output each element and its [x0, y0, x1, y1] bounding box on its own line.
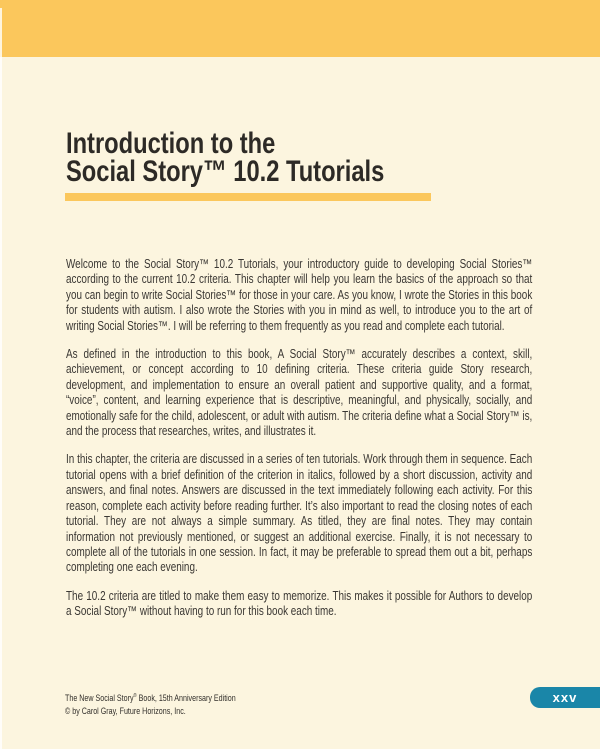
- footer-credit: [65, 690, 236, 718]
- paragraph-chapter-overview: In this chapter, the criteria are discussed in a series of ten tutorials. Work through them in sequence. Each tutorial opens with a brief definition of the criterion in italics, followed by a short discussion, activity and answers, and final notes. Answers are discussed in the text immediately following each activity. For this reason, complete each activity before reading further. It’s also important to read the closing notes of each tutorial. They are not always a simple summary. As titled, they are final notes. They may contain information not previously mentioned, or suggest an additional exercise. Finally, it is not necessary to complete all of the tutorials in one session. In fact, it may be preferable to spread them out a bit, perhaps completing one each evening.: [66, 452, 533, 575]
- top-band: [0, 0, 600, 57]
- paragraph-welcome: Welcome to the Social Story™ 10.2 Tutorials, your introductory guide to developing Social Stories™ according to the current 10.2 criteria. This chapter will help you learn the basics of the approach so that you can begin to write Social Stories™ for those in your care. As you know, I wrote the Stories in this book for students with autism. I also wrote the Stories with you in mind as well, to introduce you to the art of writing Social Stories™. I will be referring to them frequently as you read and complete each tutorial.: [66, 257, 533, 333]
- page-title: [66, 127, 385, 188]
- page-number: xxv: [552, 690, 578, 705]
- registered-mark: ®: [133, 693, 137, 699]
- edition-text: Book, 15th Anniversary Edition: [136, 693, 236, 705]
- copyright-line: © by Carol Gray, Future Horizons, Inc.: [65, 706, 186, 718]
- page-number-badge: [530, 687, 600, 708]
- title-line-2: Social Story™ 10.2 Tutorials: [66, 155, 385, 188]
- title-underline: [65, 193, 431, 201]
- body-text: [66, 257, 532, 633]
- title-line-1: Introduction to the: [66, 127, 276, 160]
- paragraph-definition: As defined in the introduction to this book, A Social Story™ accurately describes a context, skill, achievement, or concept according to 10 defining criteria. These criteria guide Story research, development, and implementation to ensure an overall patient and supportive quality, and a format, “voice”, content, and learning experience that is descriptive, meaningful, and physically, socially, and emotionally safe for the child, adolescent, or adult with autism. The criteria define what a Social Story™ is, and the process that researches, writes, and illustrates it.: [66, 347, 533, 439]
- book-title-text: The New Social Story: [65, 693, 134, 705]
- paragraph-criteria-titles: The 10.2 criteria are titled to make them easy to memorize. This makes it possible for Authors to develop a Social Story™ without having to run for this book each time.: [66, 588, 533, 619]
- book-title-line: [65, 690, 236, 705]
- page-edge-artifact: [0, 8, 2, 749]
